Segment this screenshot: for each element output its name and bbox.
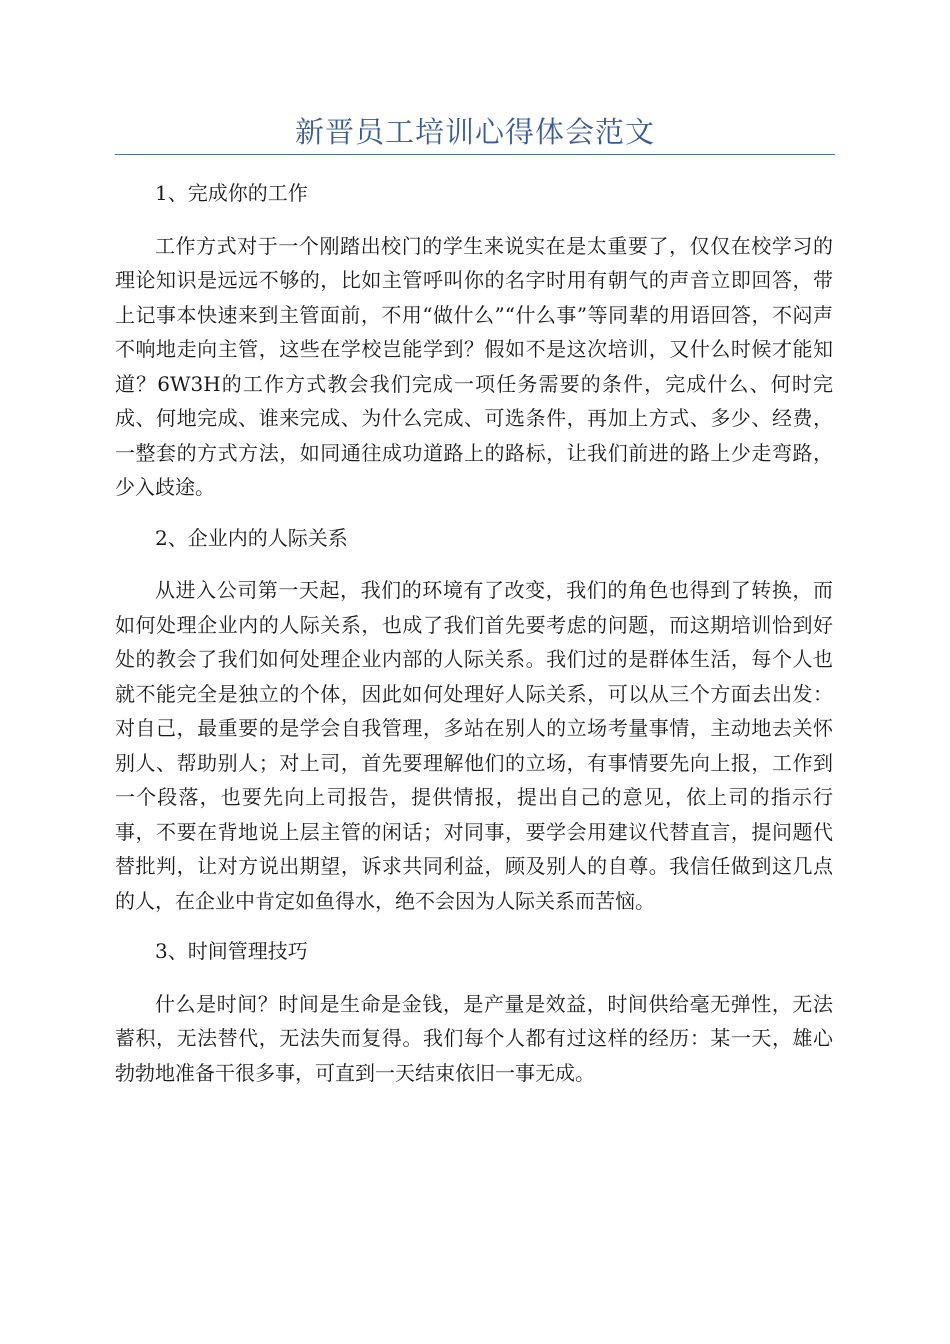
section-heading: 1、完成你的工作 [155,181,308,205]
document-body [115,176,833,1106]
section-heading: 2、企业内的人际关系 [155,525,348,550]
section-heading: 3、时间管理技巧 [155,939,308,963]
document-title: 新晋员工培训心得体会范文 [294,115,655,149]
section-paragraph: 什么是时间？时间是生命是金钱，是产量是效益，时间供给毫无弹性，无法蓄积，无法替代，无法失而复得。我们每个人都有过这样的经历：某一天，雄心勃勃地准备干很多事，可直到一天结束依旧一事无成。 [115,991,833,1085]
section-paragraph: 工作方式对于一个刚踏出校门的学生来说实在是太重要了，仅仅在校学习的理论知识是远远不够的，比如主管呼叫你的名字时用有朝气的声音立即回答，带上记事本快速来到主管面前，不用“做什么”“什么事”等同辈的用语回答，不闷声不响地走向主管，这些在学校岂能学到？假如不是这次培训，又什么时候才能知道？6W3H的工作方式教会我们完成一项任务需要的条件，完成什么、何时完成、何地完成、谁来完成、为什么完成、可选条件，再加上方式、多少、经费，一整套的方式方法，如同通往成功道路上的路标，让我们前进的路上少走弯路，少入歧途。 [115,233,833,499]
title-underline [115,154,835,155]
section-paragraph: 从进入公司第一天起，我们的环境有了改变，我们的角色也得到了转换，而如何处理企业内的人际关系，也成了我们首先要考虑的问题，而这期培训恰到好处的教会了我们如何处理企业内部的人际关系。我们过的是群体生活，每个人也就不能完全是独立的个体，因此如何处理好人际关系，可以从三个方面去出发：对自己，最重要的是学会自我管理，多站在别人的立场考量事情，主动地去关怀别人、帮助别人；对上司，首先要理解他们的立场，有事情要先向上报，工作到一个段落，也要先向上司报告，提供情报，提出自己的意见，依上司的指示行事，不要在背地说上层主管的闲话；对同事，要学会用建议代替直言，提问题代替批判，让对方说出期望，诉求共同利益，顾及别人的自尊。我信任做到这几点的人，在企业中肯定如鱼得水，绝不会因为人际关系而苦恼。 [115,578,833,913]
